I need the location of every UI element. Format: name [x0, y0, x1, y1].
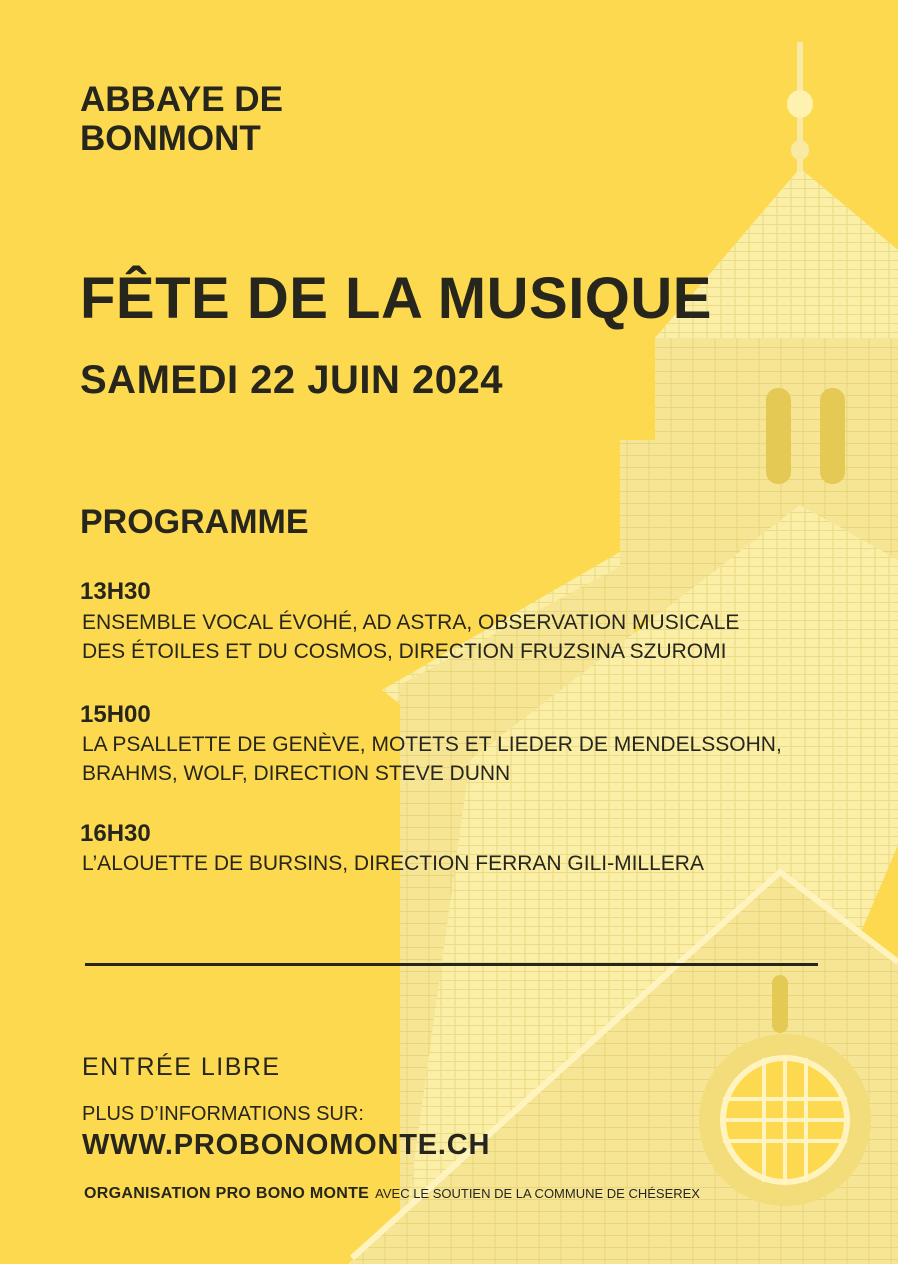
programme-heading: PROGRAMME: [80, 503, 309, 541]
programme-description-line: DES ÉTOILES ET DU COSMOS, DIRECTION FRUZSINA SZUROMI: [82, 640, 727, 663]
divider: [85, 963, 818, 966]
programme-time: 15H00: [80, 701, 151, 728]
support-credit: AVEC LE SOUTIEN DE LA COMMUNE DE CHÉSEREX: [375, 1186, 700, 1201]
spire-finial: [787, 90, 813, 118]
organisation-credit: ORGANISATION PRO BONO MONTE: [84, 1185, 370, 1202]
venue-line-1: ABBAYE DE: [80, 80, 283, 119]
gable-window: [772, 975, 788, 1033]
programme-description-line: L’ALOUETTE DE BURSINS, DIRECTION FERRAN GILI-MILLERA: [82, 852, 704, 875]
programme-time: 16H30: [80, 820, 151, 847]
info-label: PLUS D’INFORMATIONS SUR:: [82, 1103, 364, 1125]
venue-name: [80, 80, 283, 158]
programme-description-line: ENSEMBLE VOCAL ÉVOHÉ, AD ASTRA, OBSERVATION MUSICALE: [82, 611, 740, 634]
venue-line-2: BONMONT: [80, 119, 261, 158]
tower-window: [766, 388, 791, 484]
event-date: SAMEDI 22 JUIN 2024: [80, 358, 504, 402]
credits: [84, 1184, 700, 1204]
programme-time: 13H30: [80, 578, 151, 605]
tower-window: [820, 388, 845, 484]
website-link[interactable]: WWW.PROBONOMONTE.CH: [82, 1129, 491, 1161]
event-title: FÊTE DE LA MUSIQUE: [80, 266, 712, 331]
entry-free: ENTRÉE LIBRE: [82, 1053, 281, 1081]
programme-description-line: LA PSALLETTE DE GENÈVE, MOTETS ET LIEDER DE MENDELSSOHN,: [82, 733, 782, 756]
programme-description-line: BRAHMS, WOLF, DIRECTION STEVE DUNN: [82, 762, 511, 785]
